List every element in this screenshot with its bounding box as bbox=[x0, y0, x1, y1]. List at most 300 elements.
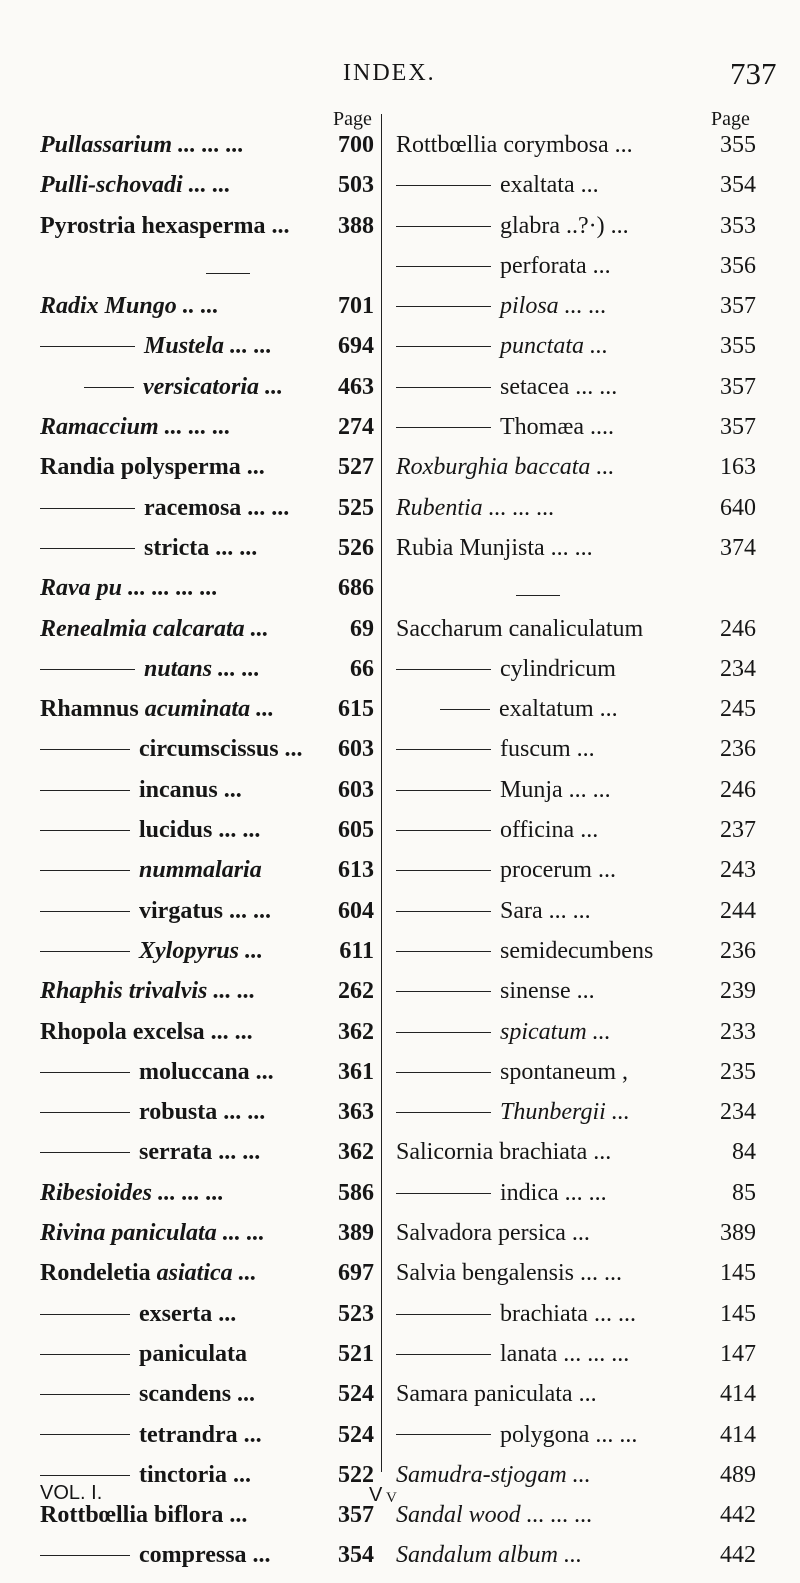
index-entry bbox=[396, 1220, 756, 1260]
entry-page: 414 bbox=[720, 1421, 756, 1448]
entry-text: Xylopyrus ... bbox=[139, 937, 264, 964]
ditto-dash bbox=[396, 790, 491, 791]
entry-name bbox=[396, 777, 611, 804]
ditto-dash bbox=[396, 830, 491, 831]
index-entry bbox=[396, 374, 756, 414]
ditto-dash bbox=[40, 1475, 130, 1476]
entry-page: 527 bbox=[338, 454, 374, 481]
ditto-dash bbox=[396, 266, 491, 267]
entry-page: 701 bbox=[338, 293, 374, 320]
ditto-dash bbox=[40, 1072, 130, 1073]
entry-text: stricta ... ... bbox=[144, 534, 258, 561]
index-entry bbox=[396, 454, 756, 494]
index-entry bbox=[40, 213, 374, 253]
ditto-dash bbox=[40, 1434, 130, 1435]
entry-name bbox=[40, 333, 272, 360]
entry-name bbox=[396, 616, 643, 643]
entry-page: 525 bbox=[338, 494, 374, 521]
ditto-dash bbox=[396, 1314, 491, 1315]
entry-page: 245 bbox=[720, 696, 756, 723]
entry-name bbox=[396, 495, 555, 522]
entry-page: 354 bbox=[720, 172, 756, 199]
entry-page: 236 bbox=[720, 736, 756, 763]
index-entry bbox=[396, 1381, 756, 1421]
entry-text: Rubia Munjista ... ... bbox=[396, 534, 593, 561]
entry-page: 355 bbox=[720, 333, 756, 360]
ditto-dash bbox=[40, 508, 135, 509]
entry-name bbox=[40, 1341, 247, 1368]
entry-page: 613 bbox=[338, 857, 374, 884]
entry-name bbox=[396, 535, 593, 562]
entry-page: 489 bbox=[720, 1461, 756, 1488]
index-entry bbox=[40, 777, 374, 817]
index-entry bbox=[396, 656, 756, 696]
entry-text: punctata ... bbox=[500, 333, 608, 360]
ditto-dash bbox=[40, 1354, 130, 1355]
entry-text: semidecumbens bbox=[500, 937, 654, 964]
index-entry bbox=[40, 414, 374, 454]
entry-page: 694 bbox=[338, 333, 374, 360]
entry-page: 686 bbox=[338, 575, 374, 602]
entry-page: 147 bbox=[720, 1340, 756, 1367]
entry-text: circumscissus ... bbox=[139, 736, 303, 763]
index-entry bbox=[396, 333, 756, 373]
entry-text: Rottbœllia biflora ... bbox=[40, 1502, 248, 1529]
ditto-dash bbox=[396, 1434, 491, 1435]
entry-text: Munja ... ... bbox=[500, 776, 611, 803]
entry-name bbox=[396, 374, 617, 401]
entry-name bbox=[40, 1139, 260, 1166]
entry-text: racemosa ... ... bbox=[144, 494, 290, 521]
index-entry bbox=[40, 1381, 374, 1421]
index-entry bbox=[396, 293, 756, 333]
entry-page: 246 bbox=[720, 615, 756, 642]
page-column-label-left: Page bbox=[333, 108, 372, 130]
index-entry bbox=[40, 978, 374, 1018]
entry-text: Sandalum album ... bbox=[396, 1542, 582, 1569]
entry-page: 503 bbox=[338, 172, 374, 199]
entry-page: 363 bbox=[338, 1099, 374, 1126]
ditto-dash bbox=[396, 306, 491, 307]
entry-name bbox=[40, 938, 263, 965]
entry-page: 524 bbox=[338, 1421, 374, 1448]
entry-name bbox=[396, 1059, 628, 1086]
entry-text: nutans ... ... bbox=[144, 655, 261, 682]
ditto-dash bbox=[396, 427, 491, 428]
entry-name bbox=[40, 575, 218, 602]
ditto-dash bbox=[396, 1112, 491, 1113]
index-entry bbox=[396, 414, 756, 454]
entry-name bbox=[40, 616, 269, 643]
entry-name bbox=[396, 1422, 637, 1449]
entry-page: 163 bbox=[720, 454, 756, 481]
entry-page: 357 bbox=[338, 1502, 374, 1529]
entry-text: Sara ... ... bbox=[500, 897, 591, 924]
entry-name bbox=[396, 1139, 611, 1166]
entry-page: 361 bbox=[338, 1058, 374, 1085]
entry-text: tinctoria ... bbox=[139, 1461, 251, 1488]
entry-text: Salicornia brachiata ... bbox=[396, 1139, 612, 1166]
index-entry bbox=[396, 1301, 756, 1341]
index-entry bbox=[40, 454, 374, 494]
entry-name bbox=[396, 857, 616, 884]
index-entry bbox=[396, 817, 756, 857]
entry-text: Thomæa .... bbox=[500, 414, 614, 441]
entry-name bbox=[396, 1381, 597, 1408]
index-entry bbox=[40, 1341, 374, 1381]
entry-name bbox=[396, 1462, 591, 1489]
entry-name bbox=[396, 454, 614, 481]
entry-text: Roxburghia baccata ... bbox=[396, 454, 615, 481]
ditto-dash bbox=[396, 346, 491, 347]
entry-page: 522 bbox=[338, 1461, 374, 1488]
entry-text: paniculata bbox=[139, 1340, 248, 1367]
entry-text: polygona ... ... bbox=[500, 1421, 638, 1448]
index-entry bbox=[40, 1180, 374, 1220]
entry-page: 586 bbox=[338, 1179, 374, 1206]
entry-text: incanus ... bbox=[139, 776, 242, 803]
entry-name bbox=[40, 1301, 236, 1328]
entry-name bbox=[40, 1019, 253, 1046]
page-column-label-right: Page bbox=[711, 108, 750, 130]
ditto-dash bbox=[396, 870, 491, 871]
entry-page: 523 bbox=[338, 1300, 374, 1327]
entry-text: pilosa ... ... bbox=[500, 293, 607, 320]
entry-text: perforata ... bbox=[500, 252, 611, 279]
entry-text: exserta ... bbox=[139, 1300, 237, 1327]
entry-name bbox=[396, 817, 598, 844]
entry-page: 442 bbox=[720, 1502, 756, 1529]
ditto-dash bbox=[396, 749, 491, 750]
entry-text: Rava pu ... ... ... ... bbox=[40, 575, 219, 602]
ditto-dash bbox=[40, 1112, 130, 1113]
entry-name bbox=[396, 736, 595, 763]
index-entry bbox=[396, 172, 756, 212]
index-entry bbox=[40, 1542, 374, 1582]
ditto-dash bbox=[396, 387, 491, 388]
entry-name bbox=[396, 253, 611, 280]
entry-text: Sandal wood ... ... ... bbox=[396, 1502, 593, 1529]
entry-name bbox=[396, 1220, 590, 1247]
entry-text: Pullassarium ... ... ... bbox=[40, 132, 245, 158]
ditto-dash bbox=[396, 1072, 491, 1073]
entry-text: officina ... bbox=[500, 817, 599, 844]
entry-text: virgatus ... ... bbox=[139, 897, 271, 924]
signature-mark: V bbox=[369, 1484, 383, 1506]
entry-name bbox=[40, 535, 257, 562]
entry-text: Pulli-schovadi ... ... bbox=[40, 172, 231, 199]
right-index-column bbox=[396, 132, 756, 1583]
ditto-dash bbox=[40, 911, 130, 912]
ditto-dash bbox=[40, 548, 135, 549]
index-entry bbox=[396, 938, 756, 978]
index-entry bbox=[40, 1220, 374, 1260]
entry-page: 357 bbox=[720, 373, 756, 400]
ditto-dash bbox=[40, 749, 130, 750]
entry-text: setacea ... ... bbox=[500, 373, 618, 400]
entry-text: scandens ... bbox=[139, 1381, 256, 1408]
entry-name bbox=[396, 1301, 636, 1328]
entry-page: 237 bbox=[720, 817, 756, 844]
ditto-dash bbox=[40, 346, 135, 347]
entry-name bbox=[40, 1059, 274, 1086]
entry-text: sinense ... bbox=[500, 978, 595, 1005]
entry-name bbox=[40, 172, 231, 199]
entry-name bbox=[396, 1099, 630, 1126]
entry-text-italic: asiatica ... bbox=[156, 1260, 257, 1287]
entry-text: Rottbœllia corymbosa ... bbox=[396, 132, 633, 158]
index-entry bbox=[396, 1502, 756, 1542]
ditto-dash bbox=[40, 870, 130, 871]
ditto-dash bbox=[396, 991, 491, 992]
entry-name bbox=[40, 374, 283, 401]
entry-name bbox=[40, 1099, 265, 1126]
index-entry bbox=[396, 1341, 756, 1381]
entry-page: 145 bbox=[720, 1300, 756, 1327]
index-entry bbox=[396, 777, 756, 817]
entry-page: 603 bbox=[338, 736, 374, 763]
entry-text: Radix Mungo .. ... bbox=[40, 293, 219, 320]
running-title: INDEX. bbox=[343, 60, 436, 86]
entry-page: 262 bbox=[338, 978, 374, 1005]
entry-name bbox=[40, 213, 290, 240]
page-number: 737 bbox=[730, 56, 777, 91]
ditto-dash bbox=[440, 709, 490, 710]
entry-name bbox=[40, 454, 265, 481]
entry-name bbox=[396, 656, 616, 683]
entry-page: 697 bbox=[338, 1260, 374, 1287]
entry-name bbox=[40, 817, 260, 844]
ditto-dash bbox=[396, 1032, 491, 1033]
entry-page: 700 bbox=[338, 132, 374, 158]
entry-text: serrata ... ... bbox=[139, 1139, 261, 1166]
section-separator bbox=[206, 273, 250, 274]
index-entry bbox=[40, 172, 374, 212]
entry-page: 442 bbox=[720, 1542, 756, 1569]
entry-text: Salvadora persica ... bbox=[396, 1220, 590, 1247]
entry-text: Samudra-stjogam ... bbox=[396, 1461, 591, 1488]
index-entry bbox=[40, 1099, 374, 1139]
entry-page: 69 bbox=[350, 615, 374, 642]
entry-name bbox=[396, 696, 618, 723]
entry-text: Samara paniculata ... bbox=[396, 1381, 597, 1408]
index-entry bbox=[40, 293, 374, 333]
entry-text: Randia polysperma ... bbox=[40, 454, 265, 481]
ditto-dash bbox=[396, 911, 491, 912]
index-entry bbox=[396, 898, 756, 938]
ditto-dash bbox=[84, 387, 134, 388]
entry-name bbox=[40, 293, 219, 320]
index-entry bbox=[396, 1180, 756, 1220]
entry-page: 274 bbox=[338, 414, 374, 441]
entry-text: Rhopola excelsa ... ... bbox=[40, 1018, 253, 1045]
ditto-dash bbox=[396, 185, 491, 186]
entry-text: moluccana ... bbox=[139, 1058, 274, 1085]
ditto-dash bbox=[396, 1193, 491, 1194]
entry-page: 603 bbox=[338, 776, 374, 803]
entry-page: 604 bbox=[338, 897, 374, 924]
index-entry bbox=[396, 495, 756, 535]
entry-name bbox=[396, 898, 591, 925]
entry-name bbox=[40, 495, 289, 522]
entry-text: Thunbergii ... bbox=[500, 1099, 630, 1126]
left-index-column bbox=[40, 132, 374, 1583]
entry-page: 145 bbox=[720, 1260, 756, 1287]
index-entry bbox=[396, 616, 756, 656]
entry-name bbox=[396, 938, 653, 965]
page-header bbox=[0, 56, 800, 91]
entry-text: Rhamnus bbox=[40, 696, 145, 723]
entry-text: brachiata ... ... bbox=[500, 1300, 636, 1327]
entry-name bbox=[40, 898, 271, 925]
entry-text: Rhaphis trivalvis ... ... bbox=[40, 978, 256, 1005]
entry-name bbox=[396, 293, 607, 320]
entry-text: versicatoria ... bbox=[143, 373, 283, 400]
entry-page: 640 bbox=[720, 494, 756, 521]
index-entry bbox=[40, 132, 374, 172]
ditto-dash bbox=[40, 669, 135, 670]
index-entry bbox=[40, 495, 374, 535]
entry-text-italic: acuminata ... bbox=[144, 696, 275, 723]
entry-text: Ramaccium ... ... ... bbox=[40, 414, 231, 441]
index-entry bbox=[396, 1462, 756, 1502]
entry-name bbox=[40, 1542, 271, 1569]
index-entry bbox=[40, 1422, 374, 1462]
index-entry bbox=[396, 736, 756, 776]
entry-name bbox=[396, 172, 599, 199]
index-entry bbox=[40, 656, 374, 696]
entry-text: Mustela ... ... bbox=[144, 333, 273, 360]
entry-text: lucidus ... ... bbox=[139, 817, 261, 844]
entry-text: compressa ... bbox=[139, 1542, 271, 1569]
index-entry bbox=[396, 1139, 756, 1179]
ditto-dash bbox=[40, 1555, 130, 1556]
entry-text: cylindricum bbox=[500, 655, 616, 682]
ditto-dash bbox=[40, 790, 130, 791]
ditto-dash bbox=[40, 1314, 130, 1315]
index-entry bbox=[40, 535, 374, 575]
index-entry bbox=[396, 253, 756, 293]
index-entry bbox=[40, 736, 374, 776]
entry-name bbox=[40, 1260, 257, 1287]
entry-page: 354 bbox=[338, 1542, 374, 1569]
entry-name bbox=[40, 1381, 255, 1408]
entry-name bbox=[40, 736, 303, 763]
entry-page: 521 bbox=[338, 1340, 374, 1367]
column-divider bbox=[381, 114, 382, 1472]
index-entry bbox=[396, 575, 756, 615]
index-entry bbox=[40, 1301, 374, 1341]
entry-page: 389 bbox=[338, 1220, 374, 1247]
entry-name bbox=[40, 1422, 262, 1449]
ditto-dash bbox=[396, 951, 491, 952]
entry-name bbox=[40, 1502, 247, 1529]
entry-name bbox=[396, 978, 595, 1005]
entry-text: lanata ... ... ... bbox=[500, 1340, 630, 1367]
entry-name bbox=[40, 777, 242, 804]
entry-name bbox=[396, 1341, 629, 1368]
index-entry bbox=[40, 1139, 374, 1179]
entry-name bbox=[40, 656, 260, 683]
entry-page: 243 bbox=[720, 857, 756, 884]
ditto-dash bbox=[40, 951, 130, 952]
index-entry bbox=[40, 817, 374, 857]
index-entry bbox=[396, 1260, 756, 1300]
entry-name bbox=[396, 1502, 593, 1529]
entry-name bbox=[40, 414, 231, 441]
entry-text: robusta ... ... bbox=[139, 1099, 266, 1126]
entry-text: Rubentia ... ... ... bbox=[396, 494, 555, 521]
index-entry bbox=[40, 374, 374, 414]
entry-name bbox=[396, 213, 629, 240]
index-entry bbox=[396, 1059, 756, 1099]
entry-page: 356 bbox=[720, 252, 756, 279]
entry-page: 463 bbox=[338, 373, 374, 400]
index-entry bbox=[40, 898, 374, 938]
entry-text: glabra ..?·) ... bbox=[500, 212, 629, 239]
entry-page: 388 bbox=[338, 212, 374, 239]
entry-name bbox=[40, 1220, 265, 1247]
entry-page: 362 bbox=[338, 1018, 374, 1045]
entry-name bbox=[396, 1542, 582, 1569]
index-entry bbox=[40, 938, 374, 978]
entry-page: 246 bbox=[720, 776, 756, 803]
ditto-dash bbox=[396, 1354, 491, 1355]
entry-name bbox=[40, 1180, 224, 1207]
entry-page: 239 bbox=[720, 978, 756, 1005]
entry-page: 615 bbox=[338, 696, 374, 723]
entry-name bbox=[40, 978, 255, 1005]
section-separator bbox=[516, 595, 560, 596]
entry-page: 414 bbox=[720, 1381, 756, 1408]
ditto-dash bbox=[40, 1394, 130, 1395]
entry-text: Ribesioides ... ... ... bbox=[40, 1179, 224, 1206]
entry-page: 353 bbox=[720, 212, 756, 239]
entry-page: 389 bbox=[720, 1220, 756, 1247]
index-entry bbox=[40, 333, 374, 373]
entry-text: spontaneum , bbox=[500, 1058, 628, 1085]
index-entry bbox=[396, 696, 756, 736]
entry-page: 357 bbox=[720, 293, 756, 320]
entry-text: exaltata ... bbox=[500, 172, 599, 199]
entry-page: 234 bbox=[720, 655, 756, 682]
entry-page: 84 bbox=[732, 1139, 756, 1166]
index-entry bbox=[40, 575, 374, 615]
entry-text: procerum ... bbox=[500, 857, 616, 884]
entry-name bbox=[396, 1260, 622, 1287]
index-entry bbox=[396, 1099, 756, 1139]
entry-text: nummalaria bbox=[139, 857, 262, 884]
index-entry bbox=[396, 535, 756, 575]
entry-page: 526 bbox=[338, 534, 374, 561]
entry-name bbox=[396, 414, 614, 441]
entry-name bbox=[40, 857, 262, 884]
entry-text: Pyrostria hexasperma ... bbox=[40, 212, 290, 239]
entry-page: 357 bbox=[720, 414, 756, 441]
entry-page: 235 bbox=[720, 1058, 756, 1085]
index-entry bbox=[396, 978, 756, 1018]
entry-page: 244 bbox=[720, 897, 756, 924]
index-entry bbox=[396, 1542, 756, 1582]
entry-text: Salvia bengalensis ... ... bbox=[396, 1260, 622, 1287]
ditto-dash bbox=[40, 830, 130, 831]
entry-text: spicatum ... bbox=[500, 1018, 611, 1045]
index-entry bbox=[40, 616, 374, 656]
index-entry bbox=[40, 253, 374, 293]
entry-text: indica ... ... bbox=[500, 1179, 607, 1206]
index-entry bbox=[40, 696, 374, 736]
index-entry bbox=[40, 1019, 374, 1059]
